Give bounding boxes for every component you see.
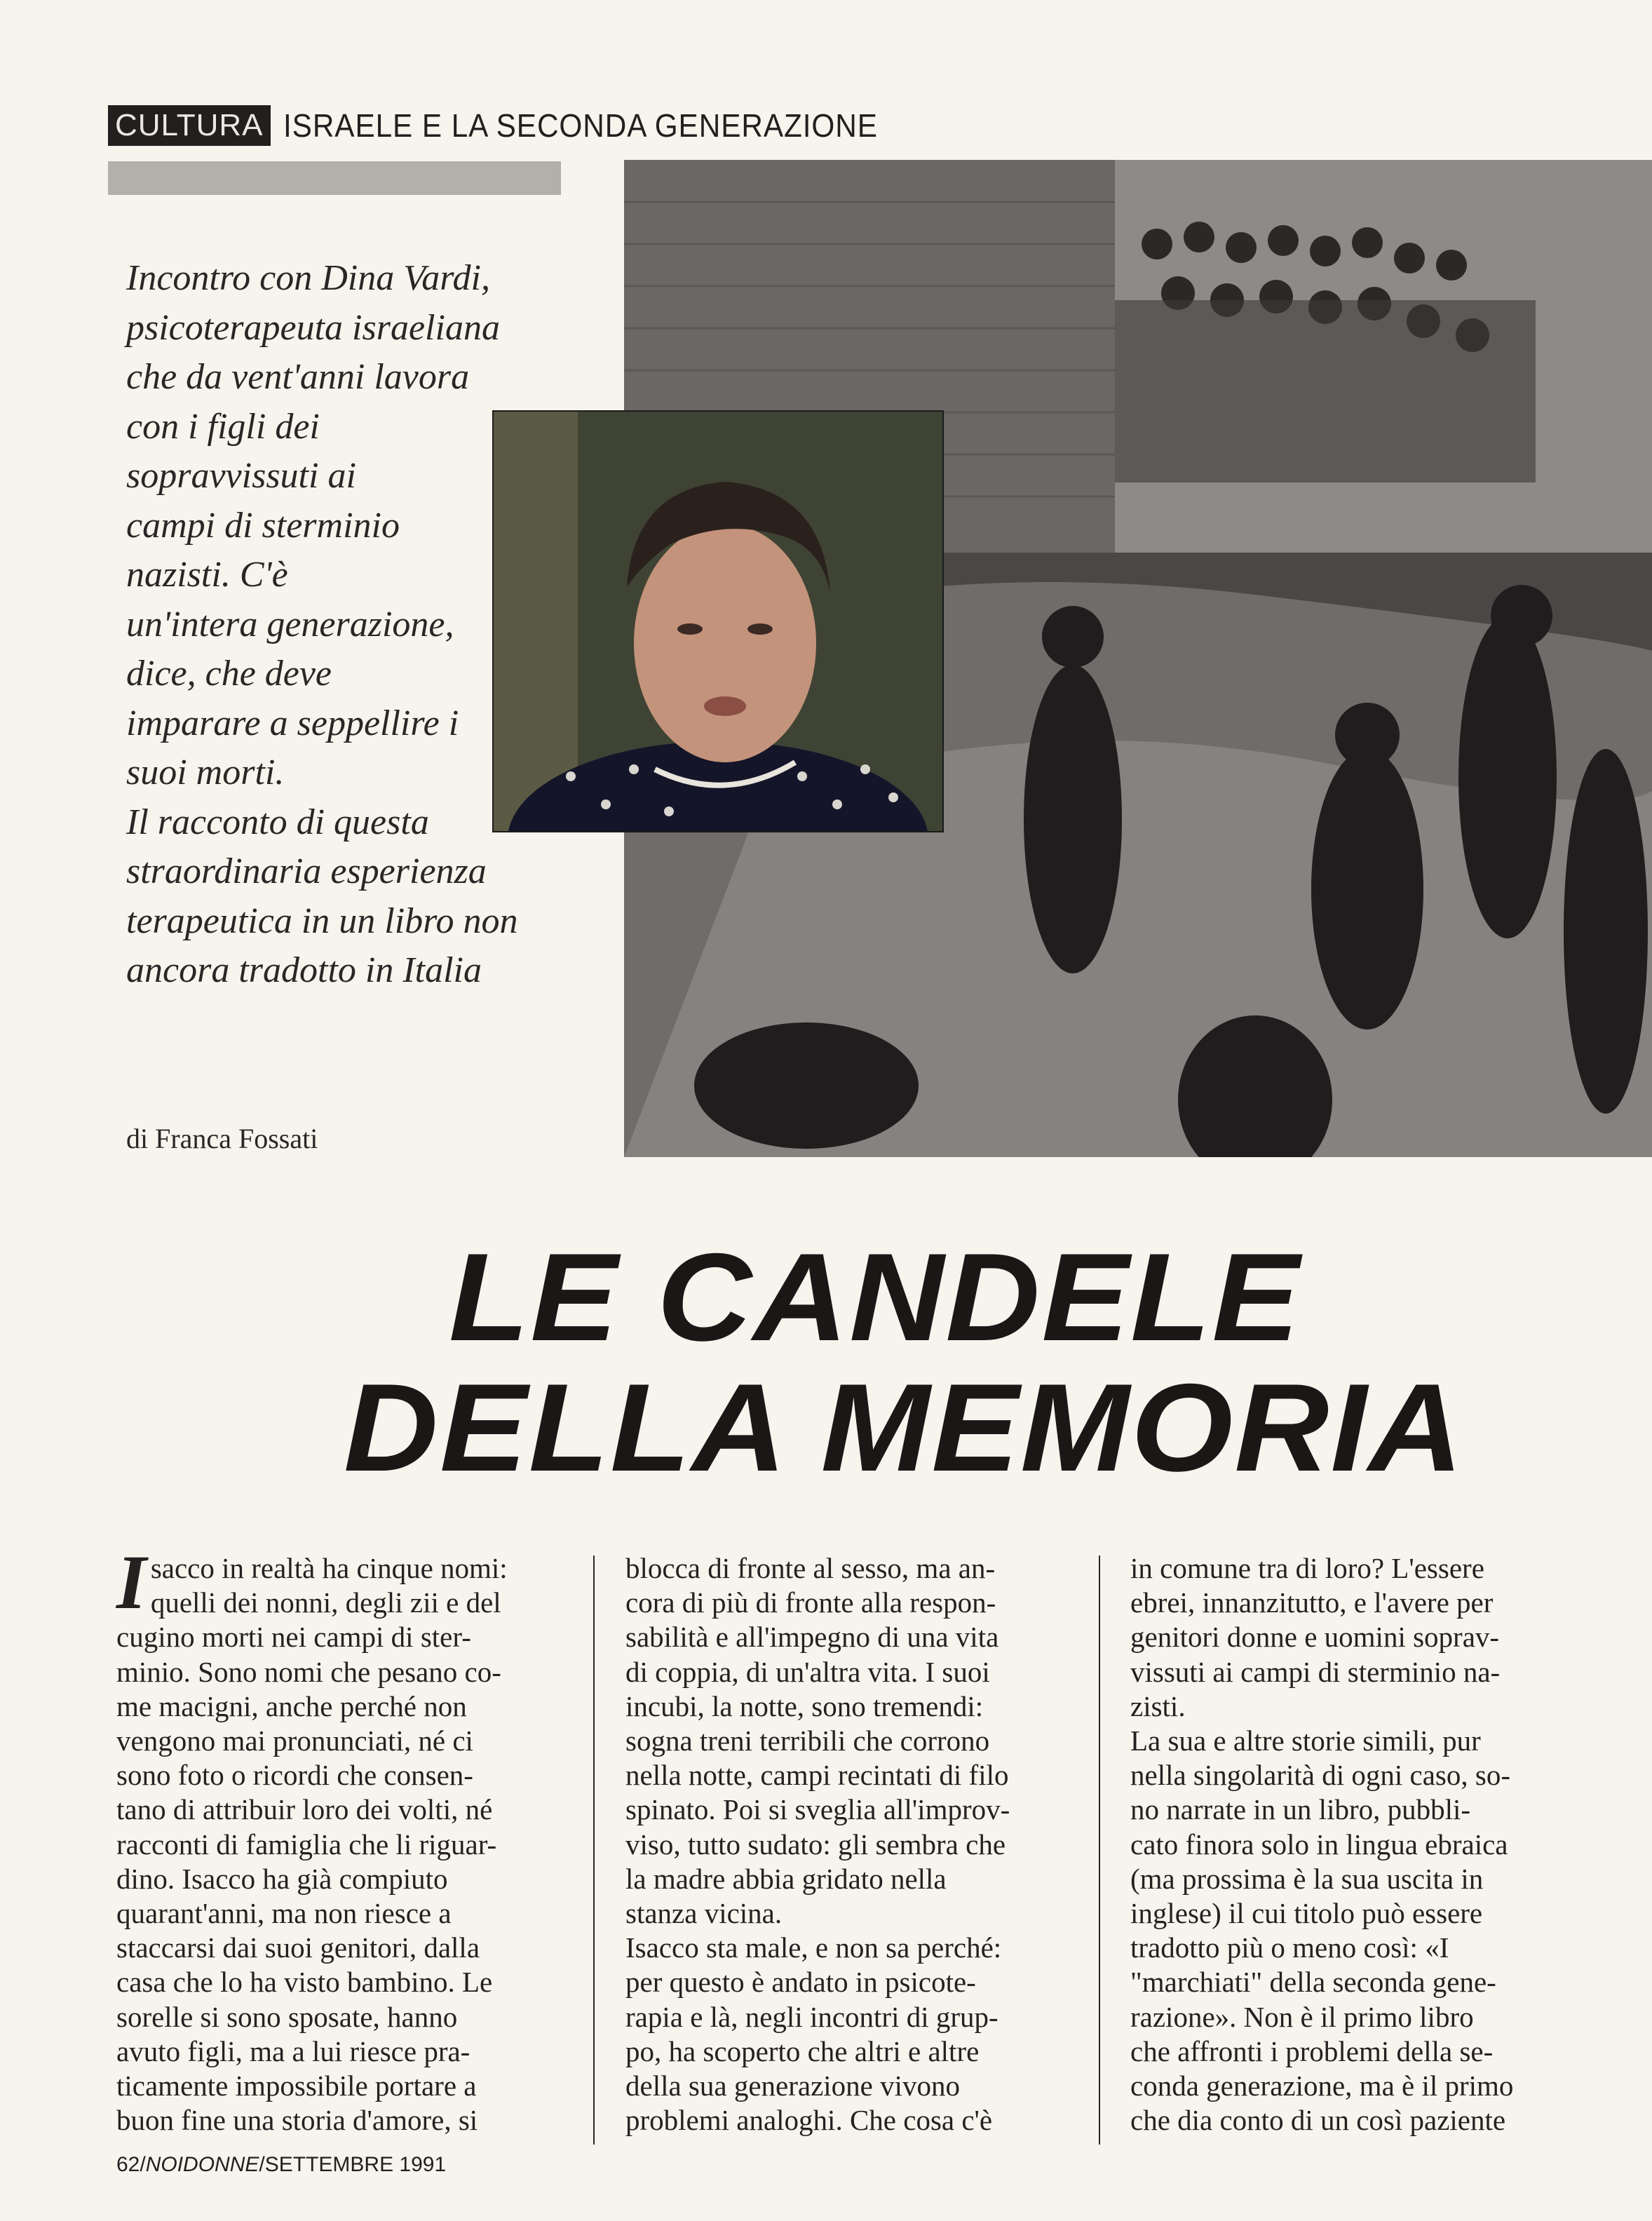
body-column-3	[1130, 1551, 1583, 2138]
body-line: staccarsi dai suoi genitori, dalla	[116, 1931, 480, 1964]
section-tag: CULTURA	[108, 105, 271, 146]
intro-line: dice, che deve	[126, 654, 332, 694]
page-footer	[116, 2153, 446, 2177]
body-line: quelli dei nonni, degli zii e del	[150, 1586, 501, 1619]
section-label	[108, 105, 929, 146]
body-line: incubi, la notte, sono tremendi:	[625, 1689, 984, 1722]
body-line: vengono mai pronunciati, né ci	[116, 1724, 473, 1757]
body-line: genitori donne e uomini soprav-	[1130, 1621, 1500, 1654]
body-line: in comune tra di loro? L'essere	[1130, 1552, 1484, 1584]
magazine-name: NOIDONNE	[145, 2153, 259, 2176]
body-line: ebrei, innanzitutto, e l'avere per	[1130, 1586, 1494, 1619]
body-line: buon fine una storia d'amore, si	[116, 2104, 478, 2137]
body-line: inglese) il cui titolo può essere	[1130, 1897, 1483, 1930]
body-line: me macigni, anche perché non	[116, 1689, 467, 1722]
body-line: conda generazione, ma è il primo	[1130, 2070, 1514, 2102]
body-line: casa che lo ha visto bambino. Le	[116, 1966, 493, 1999]
body-line: cugino morti nei campi di ster-	[116, 1621, 471, 1654]
intro-line: campi di sterminio	[126, 505, 400, 546]
intro-line: nazisti. C'è	[126, 555, 288, 595]
body-line: problemi analoghi. Che cosa c'è	[625, 2104, 993, 2137]
body-line: viso, tutto sudato: gli sembra che	[625, 1828, 1006, 1861]
body-line: cora di più di fronte alla respon-	[625, 1586, 996, 1619]
issue-date: /SETTEMBRE 1991	[259, 2153, 447, 2176]
body-line: racconti di famiglia che li riguar-	[116, 1828, 497, 1861]
decorative-bar	[108, 161, 561, 195]
byline: di Franca Fossati	[126, 1123, 318, 1154]
body-line: nella singolarità di ogni caso, so-	[1130, 1759, 1510, 1792]
section-title: ISRAELE E LA SECONDA GENERAZIONE	[283, 107, 878, 144]
body-line: la madre abbia gridato nella	[625, 1862, 947, 1895]
body-line: sono foto o ricordi che consen-	[116, 1759, 473, 1792]
intro-line: Il racconto di questa	[126, 802, 429, 842]
body-line: della sua generazione vivono	[625, 2070, 961, 2102]
body-line: spinato. Poi si sveglia all'improv-	[625, 1793, 1010, 1826]
body-line: sorelle si sono sposate, hanno	[116, 2000, 458, 2033]
body-line: stanza vicina.	[625, 1897, 783, 1930]
column-rule	[1099, 1555, 1100, 2145]
body-line: cato finora solo in lingua ebraica	[1130, 1828, 1508, 1861]
body-line: che affronti i problemi della se-	[1130, 2034, 1494, 2067]
body-line: zisti.	[1130, 1689, 1186, 1722]
body-line: (ma prossima è la sua uscita in	[1130, 1862, 1484, 1895]
body-line: che dia conto di un così paziente	[1130, 2104, 1506, 2137]
body-line: sabilità e all'impegno di una vita	[625, 1621, 999, 1654]
headline-line-2: DELLA MEMORIA	[344, 1358, 1465, 1497]
body-line: no narrate in un libro, pubbli-	[1130, 1793, 1471, 1826]
intro-line: sopravvissuti ai	[126, 456, 356, 496]
intro-text	[126, 254, 575, 996]
body-line: po, ha scoperto che altri e altre	[625, 2034, 980, 2067]
intro-line: un'intera generazione,	[126, 604, 454, 644]
intro-line: Incontro con Dina Vardi,	[126, 258, 490, 298]
body-line: ticamente impossibile portare a	[116, 2070, 477, 2102]
intro-line: ancora tradotto in Italia	[126, 950, 482, 990]
body-line: La sua e altre storie simili, pur	[1130, 1724, 1481, 1757]
body-line: tradotto più o meno così: «I	[1130, 1931, 1449, 1964]
body-column-1	[116, 1539, 569, 2138]
headline-line-1: LE CANDELE	[449, 1227, 1301, 1367]
intro-line: con i figli dei	[126, 406, 320, 447]
intro-line: imparare a seppellire i	[126, 703, 459, 743]
body-column-2	[625, 1551, 1078, 2138]
body-line: di coppia, di un'altra vita. I suoi	[625, 1655, 990, 1688]
intro-line: suoi morti.	[126, 752, 285, 792]
intro-line: psicoterapeuta israeliana	[126, 307, 500, 348]
body-line: tano di attribuir loro dei volti, né	[116, 1793, 493, 1826]
body-line: avuto figli, ma a lui riesce pra-	[116, 2034, 470, 2067]
body-line: dino. Isacco ha già compiuto	[116, 1862, 448, 1895]
body-line: nella notte, campi recintati di filo	[625, 1759, 1009, 1792]
body-line: razione». Non è il primo libro	[1130, 2000, 1474, 2033]
body-line: vissuti ai campi di sterminio na-	[1130, 1655, 1501, 1688]
intro-line: straordinaria esperienza	[126, 851, 487, 891]
body-line: "marchiati" della seconda gene-	[1130, 1966, 1496, 1999]
column-rule	[593, 1555, 595, 2145]
body-line: minio. Sono nomi che pesano co-	[116, 1655, 501, 1688]
body-line: per questo è andato in psicote-	[625, 1966, 976, 1999]
drop-cap: I	[116, 1539, 147, 1625]
page-number: 62/	[116, 2153, 146, 2176]
body-line: blocca di fronte al sesso, ma an-	[625, 1552, 996, 1584]
body-line: sacco in realtà ha cinque nomi:	[150, 1552, 508, 1584]
intro-line: che da vent'anni lavora	[126, 357, 470, 397]
body-line: rapia e là, negli incontri di grup-	[625, 2000, 998, 2033]
body-line: Isacco sta male, e non sa perché:	[625, 1931, 1002, 1964]
body-line: quarant'anni, ma non riesce a	[116, 1897, 452, 1930]
intro-line: terapeutica in un libro non	[126, 900, 518, 941]
body-line: sogna treni terribili che corrono	[625, 1724, 990, 1757]
